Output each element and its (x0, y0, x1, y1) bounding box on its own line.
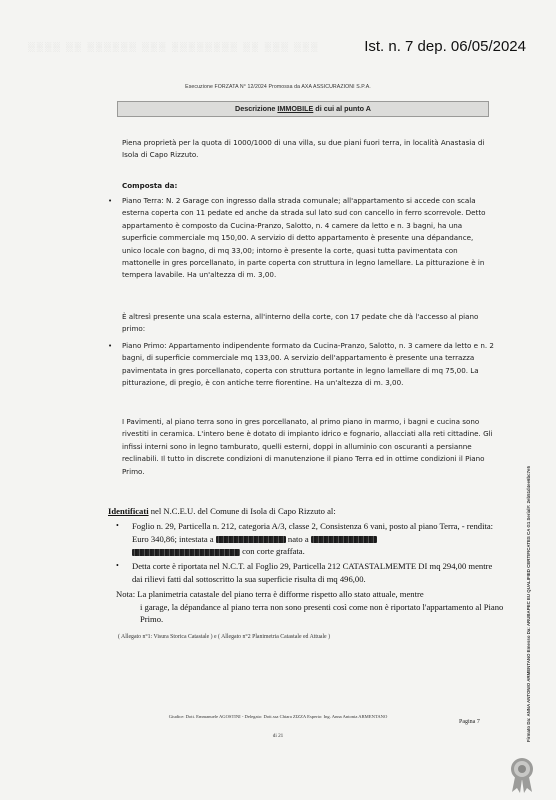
footer-experts: Giudice: Dott. Emmanuele AGOSTINI - Delegato: Dott.ssa Chiara ZIZZA Esperto: Ing. Anna Antonia ARMENTANO (168, 714, 388, 719)
section-title-prefix: Descrizione (235, 104, 278, 113)
attachments-reference: ( Allegato n°1: Visura Storica Catastale ) e ( Allegato n°2 Planimetria Catastale ed Attuale ) (118, 634, 331, 640)
deposit-stamp: Ist. n. 7 dep. 06/05/2024 (364, 38, 526, 55)
page-total: di 21 (272, 733, 284, 739)
piano-primo-paragraph (108, 340, 494, 390)
piano-terra-paragraph (108, 195, 494, 282)
bullet-icon: • (108, 342, 113, 350)
foglio-text-c: con corte graffata. (240, 546, 305, 557)
page-number: Pagina 7 (459, 719, 480, 725)
foglio-paragraph (116, 520, 502, 558)
redacted-birthplace-block (311, 536, 377, 543)
redacted-owner-block (216, 536, 286, 543)
foglio-text-b: nato a (285, 533, 311, 544)
bullet-icon: • (116, 561, 119, 570)
foglio-text-a: Foglio n. 29, Particella n. 212, categoria A/3, classe 2, Consistenza 6 vani, posto al piano Terra, - rendita: Euro 340,86; intestata a (132, 521, 494, 544)
digital-signature-text: Firmato Da: ANNA ANTONIO ARMENTANO Emesso Da: ARUBAPEC EU QUALIFIED CERTIFICATES CA G1 Serial#: 2eb51d4ee6bc7e5 (526, 466, 531, 742)
bleed-through-text: ░░░░ ░░ ░░░░░░ ░░░ ░░░░░░░░ ░░ ░░░ ░░░ (28, 42, 320, 52)
section-title-suffix: di cui al punto A (313, 104, 371, 113)
nota-paragraph (116, 588, 506, 626)
nota-first-line: Nota: La planimetria catastale del piano terra è difforme rispetto allo stato attuale, mentre (116, 589, 424, 599)
piano-primo-text: Piano Primo: Appartamento indipendente formato da Cucina-Pranzo, Salotto, n. 3 camere da letto e n. 2 bagni, di superficie commerciale mq 133,00. A servizio dell'appartamento è presente una terrazza pavimentata in gres porcellanato, coperta con struttura portante in legno lamellare di mq 75,00. La pitturazione, di pregio, è con antiche terre fiorentine. Ha un'altezza di m. 3,00. (122, 341, 494, 388)
redacted-birthdate-block (132, 549, 240, 556)
property-intro: Piena proprietà per la quota di 1000/1000 di una villa, su due piani fuori terra, in località Anastasia di Isola di Capo Rizzuto. (122, 138, 485, 160)
detta-corte-text: Detta corte è riportata nel N.C.T. al Foglio 29, Particella 212 CATASTALMEMTE DI mq 294,00 mentre dai rilievi fatti dal sottoscritto la sua superficie risulta di mq 496,00. (132, 561, 493, 584)
detta-corte-paragraph (116, 560, 502, 585)
composta-heading: Composta da: (122, 181, 178, 190)
bullet-icon: • (116, 521, 119, 530)
piano-terra-text: Piano Terra: N. 2 Garage con ingresso dalla strada comunale; all'appartamento si accede con scala esterna coperta con 11 pedate ed anche da strada sul lato sud con cancello in ferro scorrevole. Detto appartamento è composto da Cucina-Pranzo, Salotto, n. 4 camere da letto e n. 3 bagni, ha una superficie commerciale mq 150,00. A servizio di detto appartamento è presente una dépandance, unico locale con bagno, di mq 33,00; intorno è presente la corte, quasi tutta pavimentata con mattonelle in gres porcellanato, in parte coperta con struttura in legno lamellare. La pitturazione è in tempera lavabile. Ha un'altezza di m. 3,00. (122, 196, 486, 280)
identification-lead (108, 505, 508, 518)
section-title-box (117, 101, 489, 117)
execution-header: Esecuzione FORZATA N° 12/2024 Promossa da AXA ASSICURAZIONI S.P.A. (185, 84, 371, 90)
identification-lead-text: nel N.C.E.U. del Comune di Isola di Capo Rizzuto al: (148, 506, 336, 516)
section-title-underlined: IMMOBILE (277, 104, 314, 113)
pavimenti-paragraph: I Pavimenti, al piano terra sono in gres porcellanato, al primo piano in marmo, i bagni e cucina sono rivestiti in ceramica. L'intero bene è dotato di impianto idrico e fognario, allacciati alla reti cittadine. Gli infissi interni sono in legno tamburato, quelli esterni, doppi in alluminio con oscuranti a persianne reclinabili. Il tutto in discrete condizioni di manutenzione il piano Terra ed in ottime condizioni il Piano Primo. (122, 417, 493, 476)
identificati-label: Identificati (108, 506, 149, 516)
nota-rest: i garage, la dépandance al piano terra non sono presenti così come non è riportato l'appartamento al Piano Primo. (140, 601, 504, 625)
scala-paragraph: È altresì presente una scala esterna, all'interno della corte, con 17 pedate che dà l'accesso al piano primo: (122, 312, 479, 334)
seal-ribbon-icon (507, 756, 537, 794)
bullet-icon: • (108, 197, 113, 205)
